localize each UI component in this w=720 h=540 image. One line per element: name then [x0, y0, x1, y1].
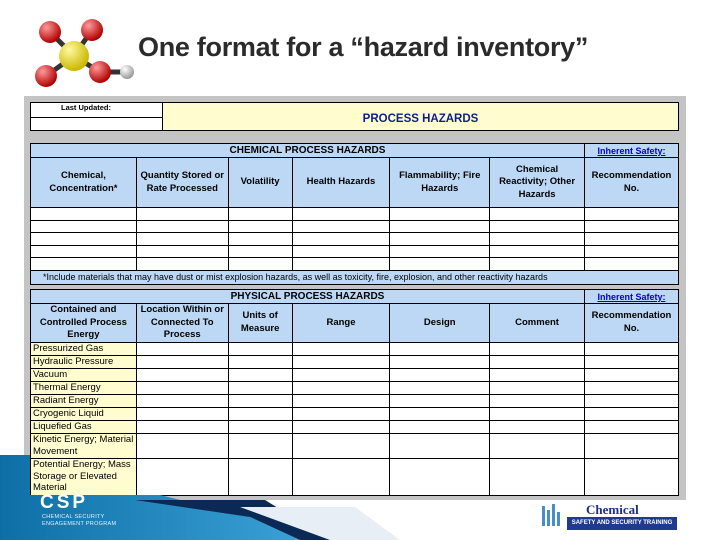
table-cell[interactable]	[490, 208, 585, 221]
table-cell[interactable]	[228, 394, 292, 407]
table-cell[interactable]	[292, 420, 390, 433]
table-cell[interactable]	[584, 342, 678, 355]
csp-logo: CSP	[40, 492, 89, 513]
table-cell[interactable]	[228, 420, 292, 433]
table-cell[interactable]	[136, 208, 228, 221]
table-cell[interactable]	[490, 381, 585, 394]
table-cell[interactable]	[390, 220, 490, 233]
table-cell[interactable]	[490, 245, 585, 258]
table-cell[interactable]	[490, 258, 585, 271]
column-header: Units of Measure	[228, 304, 292, 343]
table-row	[31, 407, 679, 420]
table-cell[interactable]	[584, 245, 678, 258]
column-header: Recommendation No.	[584, 158, 678, 208]
table-cell[interactable]	[136, 258, 228, 271]
table-cell[interactable]	[136, 245, 228, 258]
safety-training-bar: SAFETY AND SECURITY TRAINING	[567, 517, 677, 530]
row-label: Liquefied Gas	[31, 420, 137, 433]
table-cell[interactable]	[390, 355, 490, 368]
table-cell[interactable]	[31, 245, 137, 258]
table-cell[interactable]	[490, 342, 585, 355]
table-cell[interactable]	[136, 220, 228, 233]
row-label: Radiant Energy	[31, 394, 137, 407]
column-header: Comment	[490, 304, 585, 343]
table-row	[31, 220, 679, 233]
column-header: Recommendation No.	[584, 304, 678, 343]
last-updated-label: Last Updated:	[31, 103, 163, 118]
chemical-safety-logo-icon	[538, 500, 568, 530]
table-cell[interactable]	[136, 368, 228, 381]
table-cell[interactable]	[584, 420, 678, 433]
table-cell[interactable]	[136, 420, 228, 433]
table-row	[31, 368, 679, 381]
table-cell[interactable]	[390, 368, 490, 381]
table-row	[31, 381, 679, 394]
table-cell[interactable]	[136, 355, 228, 368]
table-cell[interactable]	[292, 258, 390, 271]
table-cell[interactable]	[292, 342, 390, 355]
table-cell[interactable]	[390, 394, 490, 407]
table-cell[interactable]	[228, 208, 292, 221]
table-cell[interactable]	[228, 220, 292, 233]
table-cell[interactable]	[136, 381, 228, 394]
row-label: Kinetic Energy; Material Movement	[31, 433, 137, 458]
table-cell[interactable]	[490, 220, 585, 233]
table-row	[31, 233, 679, 246]
table-cell[interactable]	[228, 233, 292, 246]
table-cell[interactable]	[490, 233, 585, 246]
table-cell[interactable]	[228, 368, 292, 381]
table-cell[interactable]	[292, 394, 390, 407]
table-cell[interactable]	[490, 420, 585, 433]
column-header: Volatility	[228, 158, 292, 208]
last-updated-field[interactable]	[31, 118, 163, 131]
table-cell[interactable]	[228, 258, 292, 271]
table-cell[interactable]	[292, 381, 390, 394]
inherent-safety-link[interactable]: Inherent Safety:	[584, 144, 678, 158]
table-cell[interactable]	[31, 233, 137, 246]
table-cell[interactable]	[228, 342, 292, 355]
table-cell[interactable]	[31, 208, 137, 221]
table-cell[interactable]	[228, 407, 292, 420]
table-cell[interactable]	[584, 220, 678, 233]
row-label: Potential Energy; Mass Storage or Elevated Material	[31, 458, 137, 495]
chemical-table-title: CHEMICAL PROCESS HAZARDS	[31, 144, 585, 158]
table-cell[interactable]	[584, 407, 678, 420]
row-label: Cryogenic Liquid	[31, 407, 137, 420]
table-cell[interactable]	[292, 407, 390, 420]
column-header: Health Hazards	[292, 158, 390, 208]
table-cell[interactable]	[292, 355, 390, 368]
table-cell[interactable]	[390, 407, 490, 420]
table-cell[interactable]	[584, 355, 678, 368]
table-cell[interactable]	[490, 407, 585, 420]
molecule-logo-icon	[30, 14, 140, 104]
table-cell[interactable]	[136, 407, 228, 420]
column-header: Design	[390, 304, 490, 343]
table-row	[31, 342, 679, 355]
row-label: Thermal Energy	[31, 381, 137, 394]
table-cell[interactable]	[584, 208, 678, 221]
table-cell[interactable]	[490, 355, 585, 368]
row-label: Vacuum	[31, 368, 137, 381]
table-cell[interactable]	[490, 368, 585, 381]
table-cell[interactable]	[292, 245, 390, 258]
table-cell[interactable]	[228, 355, 292, 368]
row-label: Hydraulic Pressure	[31, 355, 137, 368]
chemical-table-footnote: *Include materials that may have dust or mist explosion hazards, as well as toxicity, fire, explosion, and other reactivity hazards	[31, 270, 679, 284]
inherent-safety-link[interactable]: Inherent Safety:	[584, 290, 678, 304]
slide-title: One format for a “hazard inventory”	[138, 32, 589, 62]
table-cell[interactable]	[136, 394, 228, 407]
row-label: Pressurized Gas	[31, 342, 137, 355]
table-cell[interactable]	[292, 233, 390, 246]
table-cell[interactable]	[584, 394, 678, 407]
table-cell[interactable]	[31, 220, 137, 233]
table-cell[interactable]	[136, 342, 228, 355]
table-row	[31, 245, 679, 258]
table-cell[interactable]	[584, 233, 678, 246]
column-header: Range	[292, 304, 390, 343]
column-header: Chemical, Concentration*	[31, 158, 137, 208]
chemical-logo-text: Chemical	[586, 502, 639, 517]
table-cell[interactable]	[584, 258, 678, 271]
column-header: Contained and Controlled Process Energy	[31, 304, 137, 343]
chemical-hazards-table	[30, 143, 679, 285]
table-row	[31, 420, 679, 433]
column-header: Quantity Stored or Rate Processed	[136, 158, 228, 208]
table-cell[interactable]	[228, 381, 292, 394]
table-cell[interactable]	[390, 381, 490, 394]
header-grid	[30, 102, 679, 131]
table-row	[31, 394, 679, 407]
table-row	[31, 208, 679, 221]
table-cell[interactable]	[292, 220, 390, 233]
table-cell[interactable]	[292, 208, 390, 221]
table-row	[31, 258, 679, 271]
table-cell[interactable]	[390, 233, 490, 246]
table-cell[interactable]	[584, 381, 678, 394]
table-cell[interactable]	[228, 245, 292, 258]
table-cell[interactable]	[31, 258, 137, 271]
column-header: Chemical Reactivity; Other Hazards	[490, 158, 585, 208]
table-cell[interactable]	[390, 208, 490, 221]
table-cell[interactable]	[390, 420, 490, 433]
table-cell[interactable]	[136, 233, 228, 246]
table-cell[interactable]	[584, 368, 678, 381]
column-header: Location Within or Connected To Process	[136, 304, 228, 343]
table-cell[interactable]	[292, 368, 390, 381]
table-cell[interactable]	[390, 245, 490, 258]
table-cell[interactable]	[390, 342, 490, 355]
physical-table-title: PHYSICAL PROCESS HAZARDS	[31, 290, 585, 304]
csp-logo-subtitle: CHEMICAL SECURITY ENGAGEMENT PROGRAM	[42, 514, 117, 527]
process-hazards-label: PROCESS HAZARDS	[163, 103, 679, 131]
table-cell[interactable]	[490, 394, 585, 407]
table-row	[31, 355, 679, 368]
table-cell[interactable]	[390, 258, 490, 271]
column-header: Flammability; Fire Hazards	[390, 158, 490, 208]
